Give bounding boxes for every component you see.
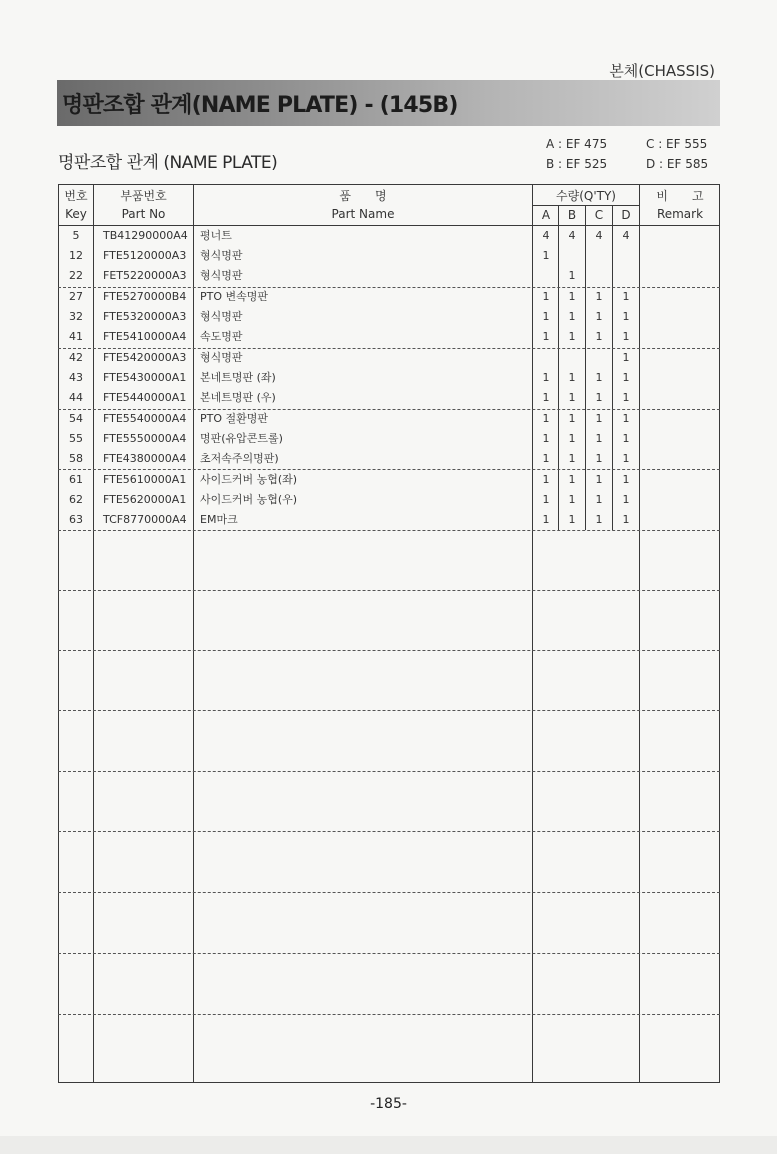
row-part-no: FTE5550000A4: [103, 432, 187, 445]
header-qty-c: C: [594, 208, 604, 222]
row-qty-c: [586, 266, 612, 286]
row-part-no: FTE5430000A1: [103, 371, 187, 384]
row-qty-d: [613, 246, 639, 266]
row-qty-c: 1: [595, 290, 603, 303]
model-legend-item: A : EF 475: [546, 137, 608, 151]
header-qty-b: B: [567, 208, 577, 222]
header-part-kr: 부품번호: [120, 189, 167, 203]
model-legend-item: C : EF 555: [646, 137, 708, 151]
row-qty-b: 1: [568, 452, 576, 465]
row-qty-d: 1: [622, 371, 630, 384]
row-qty-c: [586, 348, 612, 368]
row-qty-c: 1: [595, 473, 603, 486]
group-separator: [58, 590, 720, 591]
row-qty-a: [533, 266, 559, 286]
row-part-name: 명판(유압콘트롤): [200, 432, 283, 445]
row-qty-b: [559, 348, 585, 368]
group-separator: [58, 892, 720, 893]
row-key: 61: [69, 473, 83, 486]
row-part-no: FTE5320000A3: [103, 310, 187, 323]
model-legend-item: B : EF 525: [546, 157, 608, 171]
model-legend-left: [546, 134, 607, 174]
row-qty-c: [586, 246, 612, 266]
row-key: 32: [69, 310, 83, 323]
subtitle: 명판조합 관계 (NAME PLATE): [58, 153, 278, 173]
model-legend-item: D : EF 585: [646, 157, 709, 171]
row-qty-c: 4: [595, 229, 603, 242]
header-qty-a: A: [541, 208, 551, 222]
row-qty-a: 1: [542, 290, 550, 303]
row-qty-c: 1: [595, 330, 603, 343]
row-qty-a: 1: [542, 432, 550, 445]
group-separator: [58, 650, 720, 651]
row-key: 62: [69, 493, 83, 506]
row-qty-c: 1: [595, 310, 603, 323]
row-key: 55: [69, 432, 83, 445]
header-key-en: Key: [65, 207, 87, 221]
page-number: -185-: [370, 1096, 407, 1112]
row-part-no: FTE5270000B4: [103, 290, 187, 303]
row-qty-b: 1: [568, 310, 576, 323]
row-qty-c: 1: [595, 452, 603, 465]
row-qty-b: 1: [568, 269, 576, 282]
row-part-name: PTO 변속명판: [200, 290, 269, 303]
row-qty-b: 1: [568, 513, 576, 526]
banner-title: 명판조합 관계(NAME PLATE) - (145B): [62, 93, 458, 118]
row-qty-d: 1: [622, 351, 630, 364]
row-part-name: 평너트: [200, 229, 232, 242]
section-label: 본체(CHASSIS): [609, 62, 715, 80]
group-separator: [58, 530, 720, 531]
row-part-no: FTE4380000A4: [103, 452, 187, 465]
row-part-no: TCF8770000A4: [103, 513, 187, 526]
model-legend-right: [646, 134, 708, 174]
row-qty-a: 1: [542, 391, 550, 404]
row-qty-d: 1: [622, 412, 630, 425]
row-part-name: 형식명판: [200, 249, 243, 262]
row-qty-d: 1: [622, 290, 630, 303]
row-part-no: FTE5440000A1: [103, 391, 187, 404]
group-separator: [58, 1014, 720, 1015]
row-qty-b: 1: [568, 473, 576, 486]
row-key: 54: [69, 412, 83, 425]
row-qty-d: 4: [622, 229, 630, 242]
row-qty-d: 1: [622, 493, 630, 506]
row-key: 43: [69, 371, 83, 384]
column-divider: [193, 184, 194, 1083]
row-part-name: 형식명판: [200, 310, 243, 323]
group-separator: [58, 771, 720, 772]
row-qty-c: 1: [595, 412, 603, 425]
header-qty-d: D: [621, 208, 631, 222]
row-qty-b: [559, 246, 585, 266]
row-part-no: FTE5620000A1: [103, 493, 187, 506]
row-qty-d: 1: [622, 330, 630, 343]
row-qty-b: 1: [568, 371, 576, 384]
row-qty-a: 1: [542, 493, 550, 506]
row-qty-b: 1: [568, 412, 576, 425]
page-edge: [0, 1136, 777, 1154]
qty-header-rule: [532, 205, 639, 206]
row-qty-d: [613, 266, 639, 286]
row-qty-d: 1: [622, 473, 630, 486]
row-qty-c: 1: [595, 391, 603, 404]
row-qty-a: 1: [542, 513, 550, 526]
row-part-name: 사이드커버 농협(우): [200, 493, 298, 506]
row-qty-c: 1: [595, 432, 603, 445]
row-part-no: TB41290000A4: [103, 229, 188, 242]
row-part-name: 본네트명판 (좌): [200, 371, 276, 384]
row-qty-c: 1: [595, 371, 603, 384]
row-part-no: FET5220000A3: [103, 269, 187, 282]
row-part-name: 속도명판: [200, 330, 243, 343]
row-part-name: 본네트명판 (우): [200, 391, 276, 404]
group-separator: [58, 710, 720, 711]
group-separator: [58, 831, 720, 832]
row-key: 27: [69, 290, 83, 303]
row-part-no: FTE5610000A1: [103, 473, 187, 486]
row-key: 5: [72, 229, 80, 242]
row-qty-b: 1: [568, 432, 576, 445]
row-qty-d: 1: [622, 432, 630, 445]
row-key: 42: [69, 351, 83, 364]
row-part-no: FTE5410000A4: [103, 330, 187, 343]
row-qty-a: 1: [542, 412, 550, 425]
row-qty-a: 4: [542, 229, 550, 242]
row-part-name: 형식명판: [200, 351, 243, 364]
header-qty: 수량(Q'TY): [556, 189, 616, 203]
row-part-name: PTO 절환명판: [200, 412, 269, 425]
row-key: 12: [69, 249, 83, 262]
group-separator: [58, 953, 720, 954]
header-remark-kr: 비 고: [656, 189, 704, 203]
row-key: 22: [69, 269, 83, 282]
header-name-en: Part Name: [331, 207, 395, 221]
row-qty-a: 1: [542, 371, 550, 384]
header-name-kr: 품 명: [339, 189, 387, 203]
row-qty-d: 1: [622, 391, 630, 404]
row-qty-c: 1: [595, 493, 603, 506]
row-qty-d: 1: [622, 310, 630, 323]
row-key: 41: [69, 330, 83, 343]
row-part-name: 형식명판: [200, 269, 243, 282]
column-divider: [639, 184, 640, 1083]
row-part-name: 사이드커버 농협(좌): [200, 473, 298, 486]
row-qty-a: 1: [542, 330, 550, 343]
row-qty-a: 1: [542, 452, 550, 465]
row-part-name: EM마크: [200, 513, 238, 526]
row-qty-c: 1: [595, 513, 603, 526]
row-qty-d: 1: [622, 513, 630, 526]
row-key: 44: [69, 391, 83, 404]
row-key: 63: [69, 513, 83, 526]
row-qty-a: 1: [542, 310, 550, 323]
row-qty-a: [533, 348, 559, 368]
row-qty-a: 1: [542, 473, 550, 486]
row-part-name: 초저속주의명판): [200, 452, 279, 465]
row-part-no: FTE5540000A4: [103, 412, 187, 425]
row-qty-b: 1: [568, 290, 576, 303]
column-divider: [93, 184, 94, 1083]
row-part-no: FTE5420000A3: [103, 351, 187, 364]
row-key: 58: [69, 452, 83, 465]
row-qty-b: 1: [568, 330, 576, 343]
header-remark-en: Remark: [656, 207, 704, 221]
row-qty-b: 4: [568, 229, 576, 242]
row-qty-b: 1: [568, 391, 576, 404]
row-qty-b: 1: [568, 493, 576, 506]
row-qty-d: 1: [622, 452, 630, 465]
header-part-en: Part No: [121, 207, 166, 221]
row-qty-a: 1: [542, 249, 550, 262]
header-key-kr: 번호: [64, 189, 88, 203]
row-part-no: FTE5120000A3: [103, 249, 187, 262]
